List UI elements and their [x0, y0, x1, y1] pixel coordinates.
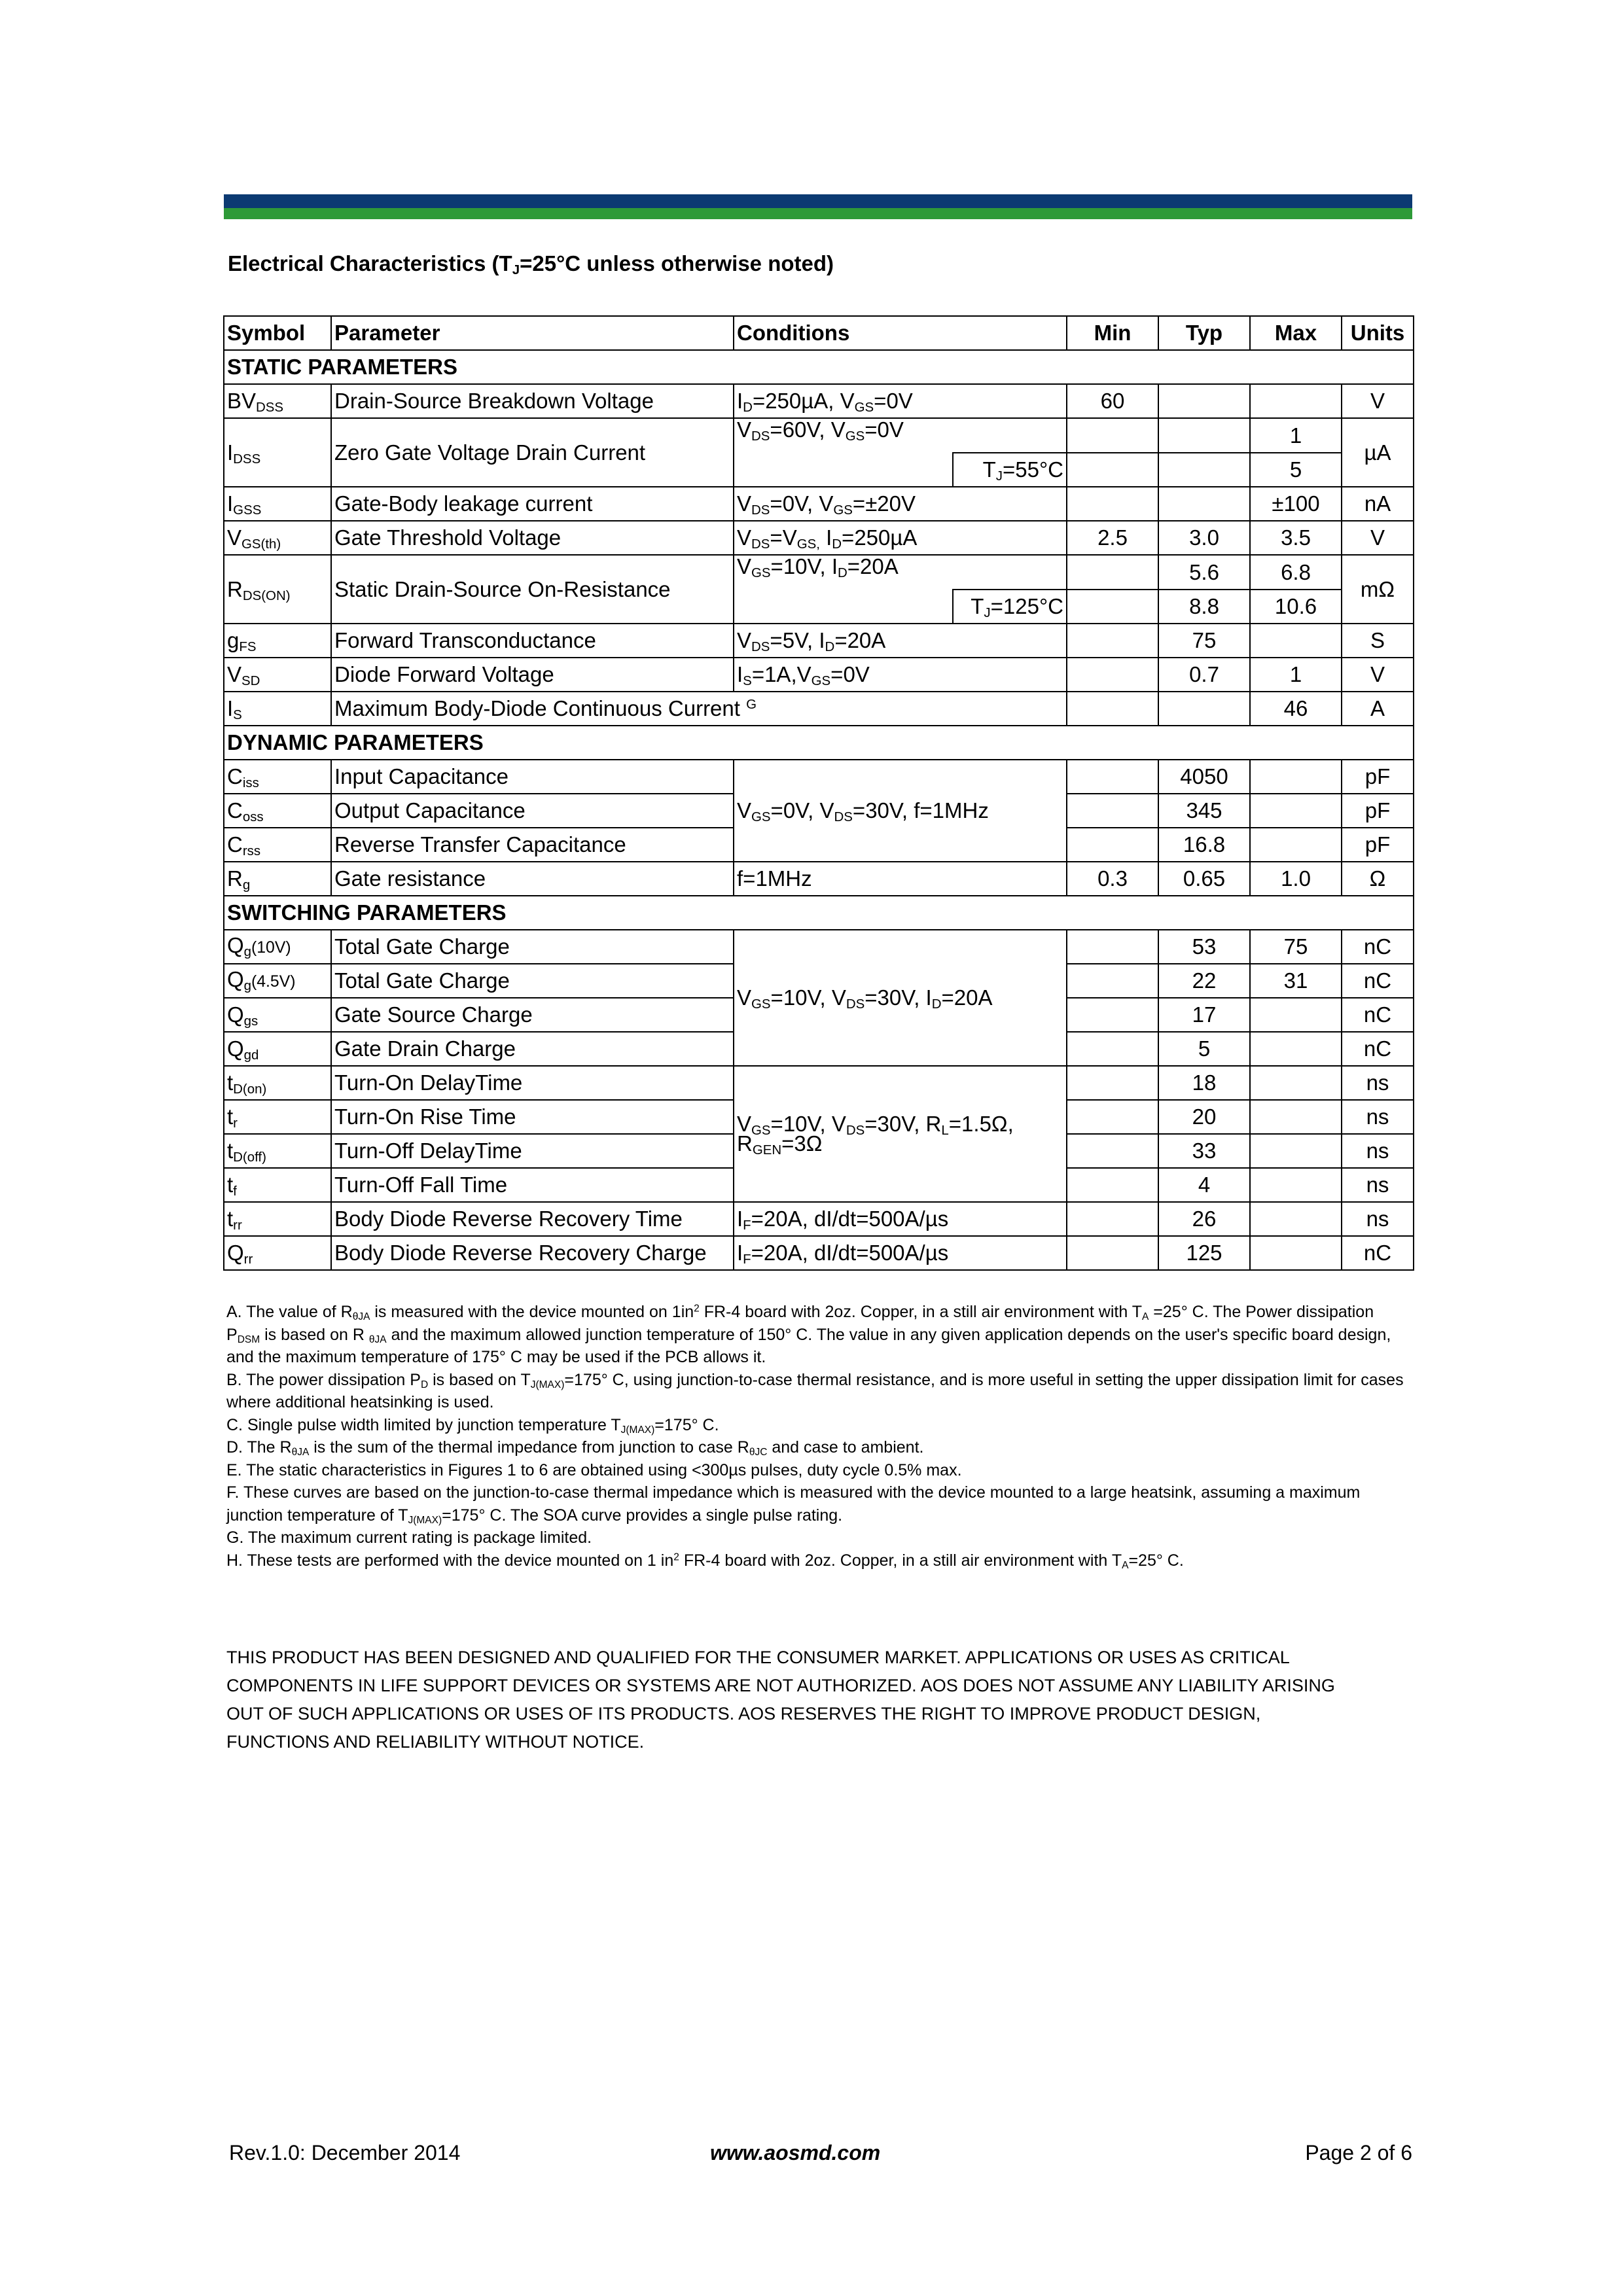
symbol-cell: $t_{rr}$ — [224, 1202, 331, 1236]
min-cell — [1067, 1032, 1158, 1066]
min-cell — [1067, 1100, 1158, 1134]
footer-page-number: Page 2 of 6 — [1305, 2141, 1412, 2164]
symbol-cell: $I_S$ — [224, 692, 331, 726]
units-cell: ns — [1342, 1066, 1414, 1100]
max-cell — [1250, 1236, 1342, 1270]
parameter-cell: Body Diode Reverse Recovery Time — [331, 1202, 734, 1236]
parameter-cell: Drain-Source Breakdown Voltage — [331, 384, 734, 418]
parameter-cell: Zero Gate Voltage Drain Current — [331, 418, 734, 487]
table-row — [224, 521, 1414, 555]
min-cell — [1067, 1168, 1158, 1202]
symbol-cell: $V_{GS(th)}$ — [224, 521, 331, 555]
symbol-cell: $t_{D(on)}$ — [224, 1066, 331, 1100]
typ-cell: 0.65 — [1158, 862, 1250, 896]
min-cell — [1067, 930, 1158, 964]
typ-cell: 5 — [1158, 1032, 1250, 1066]
typ-cell: 33 — [1158, 1134, 1250, 1168]
symbol-cell: $t_f$ — [224, 1168, 331, 1202]
parameter-cell: Diode Forward Voltage — [331, 658, 734, 692]
conditions-cell: $I_F=20A$, dI/dt=500A/µs — [734, 1202, 1067, 1236]
typ-cell: 125 — [1158, 1236, 1250, 1270]
max-cell — [1250, 1202, 1342, 1236]
section-row-static — [224, 350, 1414, 384]
max-cell: 31 — [1250, 964, 1342, 998]
table-row — [224, 624, 1414, 658]
max-cell: 5 — [1250, 453, 1342, 487]
min-cell — [1067, 658, 1158, 692]
symbol-cell: $Q_{gd}$ — [224, 1032, 331, 1066]
parameter-cell: Turn-On DelayTime — [331, 1066, 734, 1100]
section-static-label: STATIC PARAMETERS — [224, 350, 1414, 384]
conditions-cell: $I_F=20A$, dI/dt=500A/µs — [734, 1236, 1067, 1270]
min-cell — [1067, 1066, 1158, 1100]
disclaimer-line: OUT OF SUCH APPLICATIONS OR USES OF ITS PRODUCTS. AOS RESERVES THE RIGHT TO IMPROVE PRODUCT DESIGN, — [226, 1704, 1261, 1723]
footer-revision: Rev.1.0: December 2014 — [229, 2141, 461, 2164]
units-cell: A — [1342, 692, 1414, 726]
section-dynamic-label: DYNAMIC PARAMETERS — [224, 726, 1414, 760]
parameter-cell: Gate Threshold Voltage — [331, 521, 734, 555]
max-cell — [1250, 1168, 1342, 1202]
min-cell: 0.3 — [1067, 862, 1158, 896]
conditions-cell-empty — [953, 555, 1067, 590]
max-cell — [1250, 828, 1342, 862]
symbol-cell: $Q_g(4.5V)$ — [224, 964, 331, 998]
footnote-c: C. Single pulse width limited by junction temperature $T_{J(MAX)}=175^\circ$ C. — [226, 1415, 719, 1436]
symbol-cell: $V_{SD}$ — [224, 658, 331, 692]
symbol-cell: $C_{iss}$ — [224, 760, 331, 794]
footnote-a: A. The value of $R_{\theta JA}$ is measured with the device mounted on $1in^2$ FR-4 board with 2oz. Copper, in a still air environment with $T_A =25^\circ$ C. The Power dissipation $P_{DSM}$ is based on R $_{\theta JA}$ and the maximum allowed junction temperature of 150° C. The value in any given application depends on the user's specific board design, and the maximum temperature of 175° C may be used if the PCB allows it. — [226, 1303, 1391, 1366]
disclaimer-line: THIS PRODUCT HAS BEEN DESIGNED AND QUALIFIED FOR THE CONSUMER MARKET. APPLICATIONS OR USES AS CRITICAL — [226, 1648, 1290, 1667]
footnote-d: D. The $R_{\theta JA}$ is the sum of the thermal impedance from junction to case $R_{\theta JC}$ and case to ambient. — [226, 1438, 924, 1458]
conditions-cell: $V_{DS}=0V$, $V_{GS}=\pm 20V$ — [734, 487, 1067, 521]
table-row — [224, 418, 1414, 453]
table-row — [224, 1202, 1414, 1236]
min-cell — [1067, 1236, 1158, 1270]
max-cell: 10.6 — [1250, 590, 1342, 624]
min-cell — [1067, 418, 1158, 453]
table-header-row — [224, 316, 1414, 350]
parameter-cell: Forward Transconductance — [331, 624, 734, 658]
parameter-cell: Gate Drain Charge — [331, 1032, 734, 1066]
units-cell: pF — [1342, 794, 1414, 828]
symbol-cell: $Q_{gs}$ — [224, 998, 331, 1032]
min-cell — [1067, 555, 1158, 590]
parameter-cell: Total Gate Charge — [331, 964, 734, 998]
units-cell: S — [1342, 624, 1414, 658]
units-cell: µA — [1342, 418, 1414, 487]
section-row-switching — [224, 896, 1414, 930]
min-cell — [1067, 453, 1158, 487]
conditions-cell-empty — [734, 453, 953, 487]
max-cell — [1250, 1066, 1342, 1100]
symbol-cell: $I_{GSS}$ — [224, 487, 331, 521]
max-cell: 46 — [1250, 692, 1342, 726]
typ-cell: 4 — [1158, 1168, 1250, 1202]
min-cell — [1067, 1202, 1158, 1236]
table-row — [224, 692, 1414, 726]
typ-cell: 8.8 — [1158, 590, 1250, 624]
units-cell: nC — [1342, 1236, 1414, 1270]
footer-website-link[interactable]: www.aosmd.com — [710, 2141, 881, 2164]
table-row — [224, 760, 1414, 794]
footnote-g: G. The maximum current rating is package limited. — [226, 1528, 592, 1547]
max-cell: 1 — [1250, 658, 1342, 692]
max-cell — [1250, 794, 1342, 828]
min-cell — [1067, 487, 1158, 521]
parameter-cell: Maximum Body-Diode Continuous Current $^G$ — [331, 692, 1067, 726]
typ-cell: 16.8 — [1158, 828, 1250, 862]
units-cell: ns — [1342, 1134, 1414, 1168]
units-cell: nA — [1342, 487, 1414, 521]
max-cell: 6.8 — [1250, 555, 1342, 590]
units-cell: V — [1342, 521, 1414, 555]
parameter-cell: Body Diode Reverse Recovery Charge — [331, 1236, 734, 1270]
max-cell — [1250, 998, 1342, 1032]
parameter-cell: Turn-On Rise Time — [331, 1100, 734, 1134]
max-cell — [1250, 624, 1342, 658]
typ-cell: 17 — [1158, 998, 1250, 1032]
min-cell — [1067, 692, 1158, 726]
conditions-cell-empty — [953, 418, 1067, 453]
typ-cell: 5.6 — [1158, 555, 1250, 590]
header-max: Max — [1250, 316, 1342, 350]
parameter-cell: Total Gate Charge — [331, 930, 734, 964]
typ-cell: 4050 — [1158, 760, 1250, 794]
parameter-cell: Input Capacitance — [331, 760, 734, 794]
footnotes — [226, 1301, 1411, 1572]
parameter-cell: Gate resistance — [331, 862, 734, 896]
header-units: Units — [1342, 316, 1414, 350]
max-cell: 3.5 — [1250, 521, 1342, 555]
disclaimer-line: COMPONENTS IN LIFE SUPPORT DEVICES OR SYSTEMS ARE NOT AUTHORIZED. AOS DOES NOT ASSUME ANY LIABILITY ARISING — [226, 1676, 1335, 1695]
disclaimer — [226, 1644, 1411, 1756]
table-row — [224, 1236, 1414, 1270]
symbol-cell: $R_{DS(ON)}$ — [224, 555, 331, 624]
electrical-characteristics-table — [223, 315, 1414, 1271]
conditions-cell: $V_{DS}=V_{GS,}$ $I_D=250\mu A$ — [734, 521, 1067, 555]
parameter-cell: Output Capacitance — [331, 794, 734, 828]
table-row — [224, 1066, 1414, 1100]
parameter-cell: Reverse Transfer Capacitance — [331, 828, 734, 862]
header-bar-blue — [224, 194, 1412, 208]
max-cell — [1250, 760, 1342, 794]
symbol-cell: $Q_g(10V)$ — [224, 930, 331, 964]
conditions-cell: $I_D=250\mu A$, $V_{GS}=0V$ — [734, 384, 1067, 418]
footnote-e: E. The static characteristics in Figures 1 to 6 are obtained using <300µs pulses, duty cycle 0.5% max. — [226, 1460, 962, 1479]
section-switching-label: SWITCHING PARAMETERS — [224, 896, 1414, 930]
typ-cell: 3.0 — [1158, 521, 1250, 555]
min-cell — [1067, 828, 1158, 862]
table-row — [224, 658, 1414, 692]
min-cell — [1067, 590, 1158, 624]
symbol-cell: $I_{DSS}$ — [224, 418, 331, 487]
symbol-cell: $t_r$ — [224, 1100, 331, 1134]
header-parameter: Parameter — [331, 316, 734, 350]
conditions-cell: f=1MHz — [734, 862, 1067, 896]
units-cell: nC — [1342, 964, 1414, 998]
units-cell: mΩ — [1342, 555, 1414, 624]
typ-cell — [1158, 384, 1250, 418]
units-cell: nC — [1342, 1032, 1414, 1066]
header-conditions: Conditions — [734, 316, 1067, 350]
symbol-cell: $g_{FS}$ — [224, 624, 331, 658]
conditions-tj-cell: $T_J=55^\circ C$ — [953, 453, 1067, 487]
min-cell — [1067, 998, 1158, 1032]
parameter-cell: Static Drain-Source On-Resistance — [331, 555, 734, 624]
conditions-tj-cell: $T_J=125^\circ C$ — [953, 590, 1067, 624]
units-cell: V — [1342, 658, 1414, 692]
max-cell: ±100 — [1250, 487, 1342, 521]
conditions-cell: $V_{GS}=10V$, $I_D=20A$ — [734, 555, 953, 590]
typ-cell: 18 — [1158, 1066, 1250, 1100]
symbol-cell: $C_{oss}$ — [224, 794, 331, 828]
units-cell: nC — [1342, 998, 1414, 1032]
conditions-cell-empty — [734, 590, 953, 624]
max-cell — [1250, 1032, 1342, 1066]
header-min: Min — [1067, 316, 1158, 350]
max-cell — [1250, 1100, 1342, 1134]
footnote-b: B. The power dissipation $P_D$ is based on $T_{J(MAX)}=175^\circ$ C, using junction-to-case thermal resistance, and is more useful in setting the upper dissipation limit for cases where additional heatsinking is used. — [226, 1370, 1404, 1411]
min-cell — [1067, 760, 1158, 794]
table-row — [224, 555, 1414, 590]
min-cell: 60 — [1067, 384, 1158, 418]
units-cell: nC — [1342, 930, 1414, 964]
typ-cell — [1158, 692, 1250, 726]
max-cell: 75 — [1250, 930, 1342, 964]
disclaimer-line: FUNCTIONS AND RELIABILITY WITHOUT NOTICE. — [226, 1732, 645, 1752]
conditions-cell: $V_{GS}=10V$, $V_{DS}=30V$, $I_D=20A$ — [734, 930, 1067, 1066]
max-cell — [1250, 384, 1342, 418]
units-cell: pF — [1342, 828, 1414, 862]
parameter-cell: Gate-Body leakage current — [331, 487, 734, 521]
header-bar-green — [224, 208, 1412, 219]
symbol-cell: $Q_{rr}$ — [224, 1236, 331, 1270]
typ-cell: 26 — [1158, 1202, 1250, 1236]
footnote-h: H. These tests are performed with the device mounted on 1 $in^2$ FR-4 board with 2oz. Copper, in a still air environment with $T_A=25^\circ$ C. — [226, 1551, 1184, 1571]
symbol-cell: $C_{rss}$ — [224, 828, 331, 862]
min-cell — [1067, 794, 1158, 828]
min-cell: 2.5 — [1067, 521, 1158, 555]
table-row — [224, 862, 1414, 896]
max-cell: 1 — [1250, 418, 1342, 453]
min-cell — [1067, 1134, 1158, 1168]
symbol-cell: $R_g$ — [224, 862, 331, 896]
typ-cell: 75 — [1158, 624, 1250, 658]
typ-cell: 20 — [1158, 1100, 1250, 1134]
parameter-cell: Turn-Off Fall Time — [331, 1168, 734, 1202]
conditions-cell: $I_S=1A,V_{GS}=0V$ — [734, 658, 1067, 692]
table-row — [224, 487, 1414, 521]
table-row — [224, 930, 1414, 964]
units-cell: ns — [1342, 1100, 1414, 1134]
section-row-dynamic — [224, 726, 1414, 760]
typ-cell — [1158, 453, 1250, 487]
typ-cell: 345 — [1158, 794, 1250, 828]
conditions-cell: $V_{GS}=0V$, $V_{DS}=30V$, f=1MHz — [734, 760, 1067, 862]
symbol-cell: $t_{D(off)}$ — [224, 1134, 331, 1168]
conditions-cell: $V_{GS}=10V$, $V_{DS}=30V$, $R_L=1.5\Omega$, $R_{GEN}=3\Omega$ — [734, 1066, 1067, 1202]
max-cell — [1250, 1134, 1342, 1168]
units-cell: pF — [1342, 760, 1414, 794]
conditions-cell: $V_{DS}=60V$, $V_{GS}=0V$ — [734, 418, 953, 453]
symbol-cell: $BV_{DSS}$ — [224, 384, 331, 418]
units-cell: V — [1342, 384, 1414, 418]
units-cell: ns — [1342, 1202, 1414, 1236]
min-cell — [1067, 624, 1158, 658]
table-row — [224, 384, 1414, 418]
section-title: Electrical Characteristics ($T_J=25^\circ C$ unless otherwise noted) — [228, 251, 834, 278]
typ-cell: 53 — [1158, 930, 1250, 964]
typ-cell: 22 — [1158, 964, 1250, 998]
typ-cell: 0.7 — [1158, 658, 1250, 692]
header-symbol: Symbol — [224, 316, 331, 350]
conditions-cell: $V_{DS}=5V$, $I_D=20A$ — [734, 624, 1067, 658]
typ-cell — [1158, 487, 1250, 521]
parameter-cell: Gate Source Charge — [331, 998, 734, 1032]
footnote-f: F. These curves are based on the junction-to-case thermal impedance which is measured with the device mounted to a large heatsink, assuming a maximum junction temperature of $T_{J(MAX)}=175^\circ$ C. The SOA curve provides a single pulse rating. — [226, 1483, 1361, 1526]
units-cell: ns — [1342, 1168, 1414, 1202]
units-cell: Ω — [1342, 862, 1414, 896]
parameter-cell: Turn-Off DelayTime — [331, 1134, 734, 1168]
min-cell — [1067, 964, 1158, 998]
header-typ: Typ — [1158, 316, 1250, 350]
typ-cell — [1158, 418, 1250, 453]
max-cell: 1.0 — [1250, 862, 1342, 896]
